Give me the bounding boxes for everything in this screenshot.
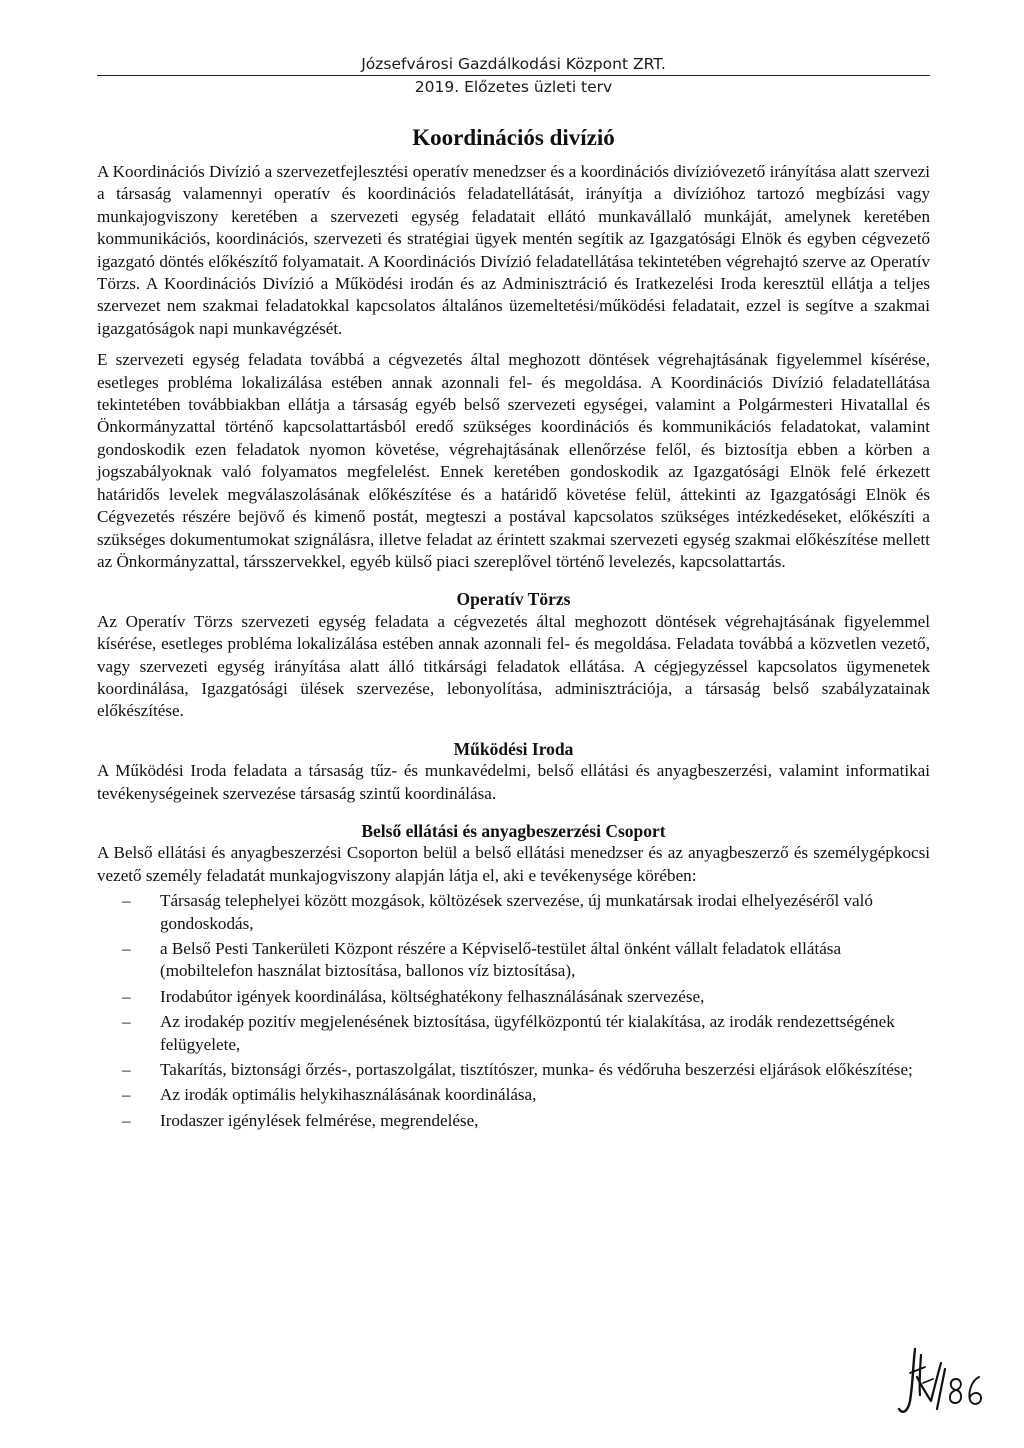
section-belso-ellatasi-csoport bbox=[97, 820, 930, 1132]
document-title: Koordinációs divízió bbox=[412, 125, 615, 150]
list-dash: – bbox=[122, 1085, 131, 1105]
list-dash: – bbox=[122, 939, 131, 958]
list-item bbox=[97, 1110, 930, 1132]
task-list bbox=[97, 890, 930, 1132]
header-plan-title: 2019. Előzetes üzleti terv bbox=[414, 78, 613, 96]
header-rule bbox=[97, 75, 930, 76]
list-item bbox=[97, 1084, 930, 1106]
running-header bbox=[97, 55, 930, 97]
header-company-name: Józsefvárosi Gazdálkodási Központ ZRT. bbox=[361, 55, 666, 73]
list-item bbox=[97, 1059, 930, 1081]
paragraph: A Belső ellátási és anyagbeszerzési Csoporton belül a belső ellátási menedzser és az anyagbeszerző és személygépkocsi vezető személy feladatát munkajogviszony alapján látja el, aki e tevékenysége körében: bbox=[97, 843, 930, 885]
list-item bbox=[97, 938, 930, 983]
section-title: Működési Iroda bbox=[453, 738, 574, 759]
paragraph: A Koordinációs Divízió a szervezetfejlesztési operatív menedzser és a koordinációs divízióvezető irányítása alatt szervezi a társaság valamennyi operatív és koordinációs feladatellátását, irányítja a divízióhoz tartozó megbízási vagy munkajogviszony keretében a szervezeti egység feladatait ellátó munkavállaló munkáját, amelynek keretében kommunikációs, koordinációs, szervezeti és stratégiai ügyek mentén segítik az Igazgatósági Elnök és egyben cégvezető igazgató döntés előkészítő folyamatait. A Koordinációs Divízió feladatellátása tekintetében végrehajtó szerve az Operatív Törzs. A Koordinációs Divízió a Működési irodán és az Adminisztráció és Iratkezelési Iroda keresztül ellátja a teljes szervezet nem szakmai feladatokkal kapcsolatos általános üzemeltetési/működési feladatait, ezzel is segítve a szakmai igazgatóságok napi munkavégzését. bbox=[97, 162, 930, 338]
section-koordinacios-divizio bbox=[97, 161, 930, 573]
list-item bbox=[97, 1011, 930, 1056]
section-operativ-torzs bbox=[97, 588, 930, 722]
list-item-text: Irodaszer igénylések felmérése, megrendelése, bbox=[160, 1110, 479, 1130]
list-dash: – bbox=[122, 1060, 131, 1080]
list-item-text: Az irodák optimális helykihasználásának koordinálása, bbox=[160, 1085, 537, 1105]
handwritten-signature bbox=[893, 1343, 993, 1423]
list-item-text: Takarítás, biztonsági őrzés-, portaszolgálat, tisztítószer, munka- és védőruha beszerzési eljárások előkészítése; bbox=[160, 1060, 913, 1080]
paragraph: E szervezeti egység feladata továbbá a cégvezetés által meghozott döntések végrehajtásának figyelemmel kísérése, esetleges probléma lokalizálása estében annak azonnali fel- és megoldása. A Koordinációs Divízió feladatellátása tekintetében továbbiakban ellátja a társaság egyéb belső szervezeti egységei, valamint a Polgármesteri Hivatallal és Önkormányzattal történő kapcsolattartásból eredő szükséges koordinációs és kommunikációs feladatokat, valamint gondoskodik ezen feladatok nyomon követése, végrehajtásának ellenőrzése felől, és biztosítja ebben a körben a jogszabályoknak való folyamatos megfelelést. Ennek keretében gondoskodik az Igazgatósági Elnök felé érkezett határidős levelek megválaszolásának előkészítése és a határidő követése felül, áttekinti az Igazgatósági Elnök és Cégvezetés részére bejövő és kimenő postát, megteszi a postával kapcsolatos szükséges intézkedéseket, előkészíti a szükséges dokumentumokat szignálásra, illetve feladat az érintett szakmai szervezeti egység szakmai előkészítése mellett az Önkormányzattal, társszervekkel, egyéb külső piaci szereplővel történő levelezés, kapcsolattartás. bbox=[97, 350, 930, 571]
paragraph: A Működési Iroda feladata a társaság tűz- és munkavédelmi, belső ellátási és anyagbeszerzési, valamint informatikai tevékenységeinek szervezése társaság szintű koordinálása. bbox=[97, 761, 930, 803]
list-dash: – bbox=[122, 986, 131, 1006]
section-title: Belső ellátási és anyagbeszerzési Csoport bbox=[361, 820, 666, 841]
list-dash: – bbox=[122, 891, 131, 911]
list-dash: – bbox=[122, 1012, 131, 1032]
paragraph: Az Operatív Törzs szervezeti egység feladata a cégvezetés által meghozott döntések végrehajtásának figyelemmel kísérése, esetleges probléma lokalizálása estében annak azonnali fel- és megoldása. Feladata továbbá a közvetlen vezető, vagy szervezeti egység irányítása alatt álló titkársági feladatok ellátása. A cégjegyzéssel kapcsolatos ügymenetek koordinálása, Igazgatósági ülések szervezése, lebonyolítása, adminisztrációja, a társaság belső szabályzatainak előkészítése. bbox=[97, 611, 930, 721]
list-item-text: Irodabútor igények koordinálása, költséghatékony felhasználásának szervezése, bbox=[160, 986, 705, 1006]
list-dash: – bbox=[122, 1110, 131, 1130]
list-item-text: Társaság telephelyei között mozgások, költözések szervezése, új munkatársak irodai elhelyezéséről való gondoskodás, bbox=[160, 891, 873, 933]
section-mukodesi-iroda bbox=[97, 738, 930, 805]
list-item bbox=[97, 986, 930, 1008]
section-title: Operatív Törzs bbox=[456, 589, 571, 610]
list-item-text: a Belső Pesti Tankerületi Központ részére a Képviselő-testület által önként vállalt feladatok ellátása (mobiltelefon használat biztosítása, ballonos víz biztosítása), bbox=[160, 939, 842, 981]
list-item-text: Az irodakép pozitív megjelenésének biztosítása, ügyfélközpontú tér kialakítása, az irodák rendezettségének felügyelete, bbox=[160, 1012, 895, 1054]
list-item bbox=[97, 890, 930, 935]
document-page bbox=[97, 55, 930, 1135]
